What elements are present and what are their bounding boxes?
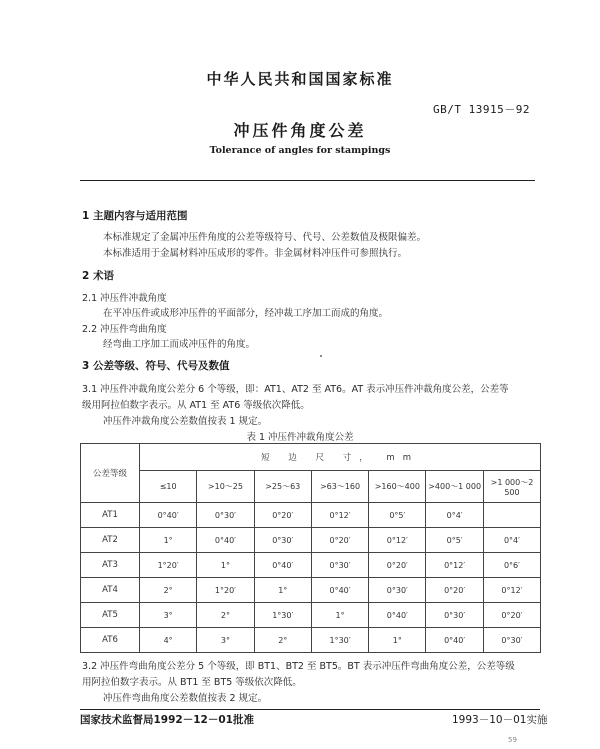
standard-number: GB/T 13915－92 xyxy=(433,103,530,116)
tolerance-value: 0°40′ xyxy=(197,528,254,553)
tolerance-value: 1° xyxy=(311,603,368,628)
tolerance-value: 0°12′ xyxy=(426,553,483,578)
section-3-heading: 3 公差等级、符号、代号及数值 xyxy=(82,360,230,372)
tolerance-value: 0°4′ xyxy=(483,528,540,553)
tolerance-value: 0°4′ xyxy=(426,503,483,528)
tolerance-value: 0°30′ xyxy=(311,553,368,578)
tolerance-value: 1°30′ xyxy=(254,603,311,628)
dimension-range-header: >63～160 xyxy=(311,471,368,503)
tolerance-value: 0°40′ xyxy=(311,578,368,603)
tolerance-value: 0°12′ xyxy=(483,578,540,603)
section-1-heading: 1 主题内容与适用范围 xyxy=(82,210,188,222)
tolerance-value: 0°30′ xyxy=(197,503,254,528)
tolerance-grade: AT1 xyxy=(81,503,140,528)
tolerance-value: 0°12′ xyxy=(311,503,368,528)
tolerance-value: 0°5′ xyxy=(369,503,426,528)
tolerance-value: 3° xyxy=(140,603,197,628)
dimension-range-header: >10～25 xyxy=(197,471,254,503)
table-row xyxy=(81,553,541,578)
tolerance-value: 0°40′ xyxy=(254,553,311,578)
term-2-1-title: 2.1 冲压件冲裁角度 xyxy=(82,293,167,304)
footer-divider xyxy=(80,709,540,710)
document-title: 冲压件角度公差 xyxy=(233,121,367,140)
tolerance-value: 0°6′ xyxy=(483,553,540,578)
tolerance-value: 0°12′ xyxy=(369,528,426,553)
tolerance-value: 0°30′ xyxy=(254,528,311,553)
tolerance-value: 0°5′ xyxy=(426,528,483,553)
implementation-date: 1993－10－01实施 xyxy=(452,714,548,726)
tolerance-value: 0°20′ xyxy=(254,503,311,528)
tolerance-value: 1° xyxy=(140,528,197,553)
tolerance-value: 0°30′ xyxy=(483,628,540,653)
dimension-range-header: >160～400 xyxy=(369,471,426,503)
document-title-english: Tolerance of angles for stampings xyxy=(209,145,391,156)
tolerance-value: 1°30′ xyxy=(311,628,368,653)
dimension-range-header: ≤10 xyxy=(140,471,197,503)
dimension-range-header: >400～1 000 xyxy=(426,471,483,503)
section-1-paragraph-2: 本标准适用于金属材料冲压成形的零件。非金属材料冲压件可参照执行。 xyxy=(103,248,408,259)
tolerance-value: 0°20′ xyxy=(483,603,540,628)
tolerance-value: 4° xyxy=(140,628,197,653)
tolerance-grade: AT5 xyxy=(81,603,140,628)
tolerance-value: 0°30′ xyxy=(426,603,483,628)
tolerance-value: 0°20′ xyxy=(311,528,368,553)
section-2-heading: 2 术语 xyxy=(82,270,114,282)
clause-3-1-line-2: 级用阿拉伯数字表示。从 AT1 至 AT6 等级依次降低。 xyxy=(82,400,310,411)
clause-3-2-line-1: 3.2 冲压件弯曲角度公差分 5 个等级，即 BT1、BT2 至 BT5。BT 表示冲压件弯曲角度公差，公差等级 xyxy=(82,661,515,672)
table-row xyxy=(81,603,541,628)
tolerance-value: 1°20′ xyxy=(197,578,254,603)
clause-3-1-line-1: 3.1 冲压件冲裁角度公差分 6 个等级，即：AT1、AT2 至 AT6。AT 表示冲压件冲裁角度公差，公差等 xyxy=(82,384,509,395)
tolerance-value: 0°20′ xyxy=(426,578,483,603)
tolerance-value: 1° xyxy=(197,553,254,578)
tolerance-value: 0°30′ xyxy=(369,578,426,603)
dimension-range-header: >1 000～2 500 xyxy=(483,471,540,503)
tolerance-value: 0°40′ xyxy=(426,628,483,653)
tolerance-rows xyxy=(81,503,541,653)
section-1-paragraph-1: 本标准规定了金属冲压件角度的公差等级符号、代号、公差数值及极限偏差。 xyxy=(103,232,427,243)
tolerance-value: 1°20′ xyxy=(140,553,197,578)
clause-3-2-line-3: 冲压件弯曲角度公差数值按表 2 规定。 xyxy=(103,693,268,704)
tolerance-value: 2° xyxy=(197,603,254,628)
angle-tolerance-table xyxy=(80,443,541,653)
page-number: 59 xyxy=(508,736,517,744)
tolerance-value: 1° xyxy=(254,578,311,603)
tolerance-grade: AT3 xyxy=(81,553,140,578)
table-row xyxy=(81,503,541,528)
term-2-2-definition: 经弯曲工序加工而成冲压件的角度。 xyxy=(103,339,256,350)
tolerance-grade: AT4 xyxy=(81,578,140,603)
tolerance-value: 0°20′ xyxy=(369,553,426,578)
dimension-range-header: >25～63 xyxy=(254,471,311,503)
tolerance-value: 1° xyxy=(369,628,426,653)
tolerance-value: 3° xyxy=(197,628,254,653)
dimension-ranges-row xyxy=(81,471,541,503)
tolerance-value: 0°40′ xyxy=(140,503,197,528)
header-divider xyxy=(80,180,535,181)
speck xyxy=(320,355,322,357)
term-2-2-title: 2.2 冲压件弯曲角度 xyxy=(82,324,167,335)
table-1-caption: 表 1 冲压件冲裁角度公差 xyxy=(246,432,354,443)
clause-3-2-line-2: 用阿拉伯数字表示。从 BT1 至 BT5 等级依次降低。 xyxy=(82,677,302,688)
approval-statement: 国家技术监督局1992－12－01批准 xyxy=(80,714,254,726)
tolerance-grade: AT2 xyxy=(81,528,140,553)
tolerance-value xyxy=(483,503,540,528)
table-row xyxy=(81,628,541,653)
tolerance-value: 2° xyxy=(254,628,311,653)
tolerance-value: 2° xyxy=(140,578,197,603)
table-row xyxy=(81,578,541,603)
tolerance-grade: AT6 xyxy=(81,628,140,653)
national-standard-heading: 中华人民共和国国家标准 xyxy=(206,70,394,88)
table-row xyxy=(81,528,541,553)
grade-column-header: 公差等级 xyxy=(81,444,140,503)
tolerance-value: 0°40′ xyxy=(369,603,426,628)
clause-3-1-line-3: 冲压件冲裁角度公差数值按表 1 规定。 xyxy=(103,416,268,427)
term-2-1-definition: 在平冲压件或成形冲压件的平面部分，经冲裁工序加工而成的角度。 xyxy=(103,308,389,319)
short-side-dimension-header: 短 边 尺 寸， mm xyxy=(140,444,541,471)
